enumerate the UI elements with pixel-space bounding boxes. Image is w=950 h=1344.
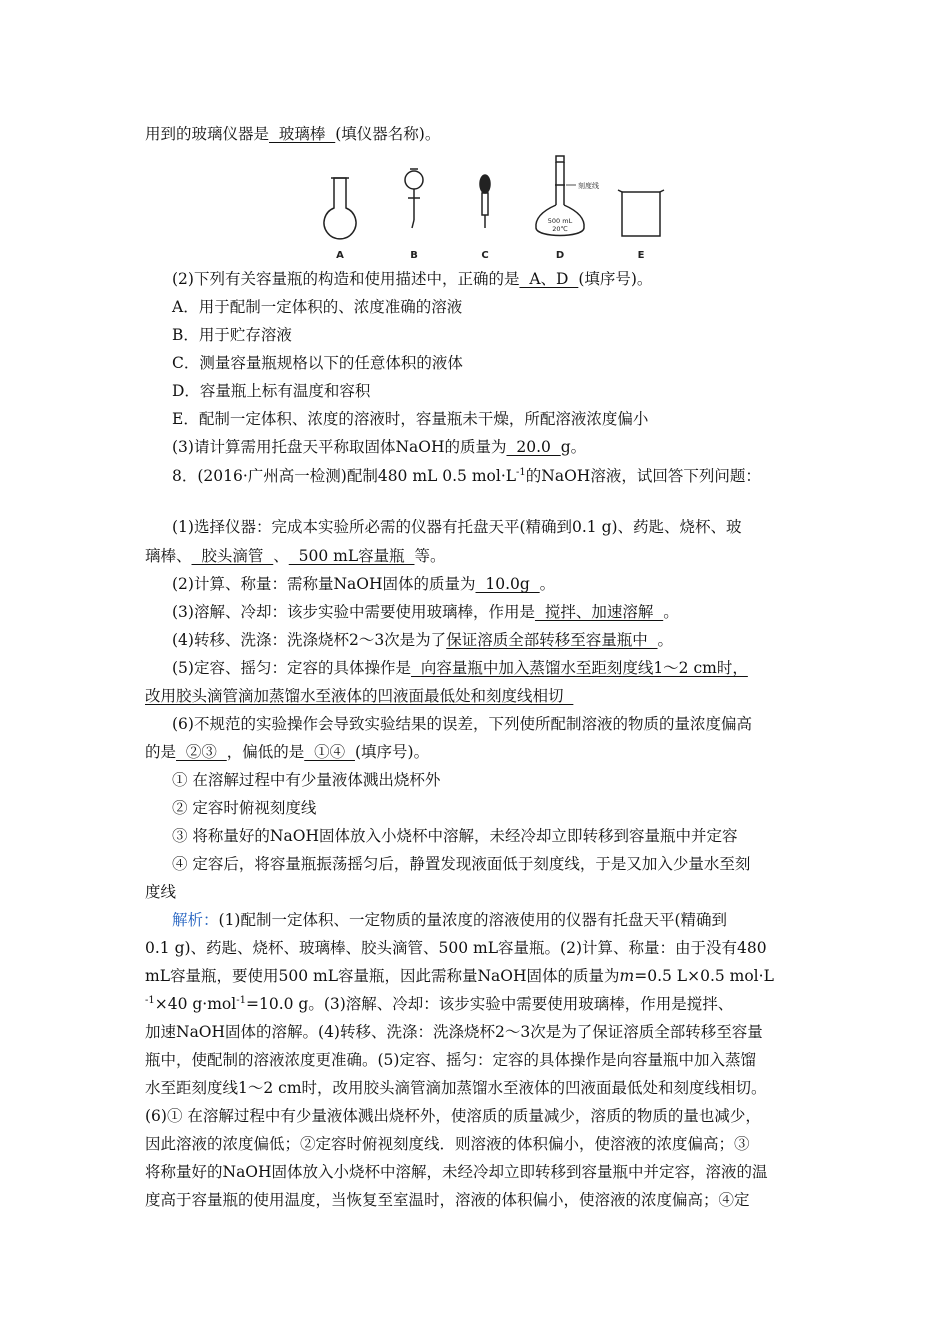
analysis-line-2: 0.1 g)、药匙、烧杯、玻璃棒、胶头滴管、500 mL容量瓶。(2)计算、称量：由于没有480 (145, 939, 767, 957)
answer-high: ②③ (176, 743, 227, 761)
question-8-title: 8．(2016·广州高一检测)配制480 mL 0.5 $mol\cdot L^{-1}$的NaOH溶液，试回答下列问题： (172, 466, 761, 485)
answer-dropper: 胶头滴管 (191, 547, 274, 565)
answer-flask: 500 mL容量瓶 (288, 547, 415, 565)
analysis-line-4: $^{-1}$×40 g·mol$^{-1}$=10.0 g。(3)溶解、冷却：该步实验中需要使用玻璃棒，作用是搅拌、 (145, 994, 734, 1013)
answer-mass: 10.0g (475, 575, 540, 593)
item-2: ② 定容时俯视刻度线 (172, 799, 317, 817)
answer-part-2: A、D (519, 270, 579, 288)
q8-step-5-line-1: (5)定容、摇匀：定容的具体操作是 向容量瓶中加入蒸馏水至距刻度线1～2 cm时， (172, 659, 748, 677)
analysis-line-10: 将称量好的NaOH固体放入小烧杯中溶解，未经冷却立即转移到容量瓶中并定容，溶液的温 (145, 1163, 768, 1181)
analysis-line-6: 瓶中，使配制的溶液浓度更准确。(5)定容、摇匀：定容的具体操作是向容量瓶中加入蒸馏 (145, 1051, 756, 1069)
figure-label-a: A (336, 250, 344, 261)
answer-stir: 搅拌、加速溶解 (534, 603, 664, 621)
dropper-icon (480, 175, 490, 228)
q8-step-2: (2)计算、称量：需称量NaOH固体的质量为 10.0g 。 (172, 575, 556, 593)
analysis-line-11: 度高于容量瓶的使用温度，当恢复至室温时，溶液的体积偏小，使溶液的浓度偏高；④定 (145, 1191, 750, 1209)
item-3: ③ 将称量好的NaOH固体放入小烧杯中溶解，未经冷却立即转移到容量瓶中并定容 (172, 827, 738, 845)
analysis-line-9: 因此溶液的浓度偏低；②定容时俯视刻度线．则溶液的体积偏小，使溶液的浓度偏高；③ (145, 1135, 750, 1153)
flask-volume-label: 500 mL (547, 217, 573, 225)
instrument-figure (300, 150, 700, 265)
analysis-label: 解析： (172, 911, 219, 929)
option-b: B．用于贮存溶液 (172, 326, 292, 344)
instrument-drawings (300, 150, 700, 265)
item-4: ④ 定容后，将容量瓶振荡摇匀后，静置发现液面低于刻度线，于是又加入少量水至刻 (172, 855, 751, 873)
q8-step-4: (4)转移、洗涤：洗涤烧杯2～3次是为了保证溶质全部转移至容量瓶中 。 (172, 631, 674, 649)
flask-temp-label: 20℃ (552, 225, 568, 233)
analysis-line-3: mL容量瓶，要使用500 mL容量瓶，因此需称量NaOH固体的质量为m=0.5 L×0.5 mol·L (145, 967, 774, 985)
q8-step-6-line-1: (6)不规范的实验操作会导致实验结果的误差，下列使所配制溶液的物质的量浓度偏高 (172, 715, 752, 733)
figure-label-d: D (555, 250, 565, 261)
question-7-part-2: (2)下列有关容量瓶的构造和使用描述中，正确的是 A、D (填序号)。 (172, 270, 653, 288)
analysis-line-7: 水至距刻度线1～2 cm时，改用胶头滴管滴加蒸馏水至液体的凹液面最低处和刻度线相切。 (145, 1079, 767, 1097)
answer-fill-line-1: 向容量瓶中加入蒸馏水至距刻度线1～2 cm时， (410, 659, 748, 677)
option-e: E．配制一定体积、浓度的溶液时，容量瓶未干燥，所配溶液浓度偏小 (172, 410, 649, 428)
q8-step-1-line-1: (1)选择仪器：完成本实验所必需的仪器有托盘天平(精确到0.1 g)、药匙、烧杯、玻 (172, 518, 742, 536)
q8-step-1-line-2: 璃棒、 胶头滴管 、 500 mL容量瓶 等。 (145, 547, 446, 565)
question-7-prev-line: 用到的玻璃仪器是 玻璃棒 (填仪器名称)。 (145, 125, 441, 143)
figure-label-c: C (481, 250, 489, 261)
answer-low: ①④ (304, 743, 355, 761)
q8-step-3: (3)溶解、冷却：该步实验中需要使用玻璃棒，作用是 搅拌、加速溶解 。 (172, 603, 679, 621)
option-a: A．用于配制一定体积的、浓度准确的溶液 (172, 298, 463, 316)
analysis-line-5: 加速NaOH固体的溶解。(4)转移、洗涤：洗涤烧杯2～3次是为了保证溶质全部转移至容量 (145, 1023, 763, 1041)
answer-transfer: 保证溶质全部转移至容量瓶中 (446, 631, 658, 649)
round-bottom-flask-icon (324, 178, 356, 239)
item-4-continued: 度线 (145, 883, 177, 901)
answer-fill-line-2: 改用胶头滴管滴加蒸馏水至液体的凹液面最低处和刻度线相切 (145, 687, 574, 705)
option-c: C．测量容量瓶规格以下的任意体积的液体 (172, 354, 463, 372)
q8-step-5-line-2 (145, 686, 825, 706)
answer-glass-instrument: 玻璃棒 (269, 125, 336, 143)
flask-mark-label: 刻度线 (578, 182, 599, 190)
analysis-line-1: 解析：(1)配制一定体积、一定物质的量浓度的溶液使用的仪器有托盘天平(精确到 (172, 911, 728, 929)
analysis-line-8: (6)① 在溶解过程中有少量液体溅出烧杯外，使溶质的质量减少，溶质的物质的量也减少， (145, 1107, 761, 1125)
option-d: D．容量瓶上标有温度和容积 (172, 382, 371, 400)
q8-step-6-line-2: 的是 ②③ ，偏低的是 ①④ (填序号)。 (145, 743, 430, 761)
figure-label-e: E (637, 250, 645, 261)
question-7-part-3: (3)请计算需用托盘天平称取固体NaOH的质量为 20.0 g。 (172, 438, 587, 456)
beaker-icon (618, 190, 664, 236)
figure-label-b: B (410, 250, 418, 261)
answer-part-3: 20.0 (506, 438, 561, 456)
item-1: ① 在溶解过程中有少量液体溅出烧杯外 (172, 771, 441, 789)
separatory-funnel-icon (405, 169, 423, 228)
